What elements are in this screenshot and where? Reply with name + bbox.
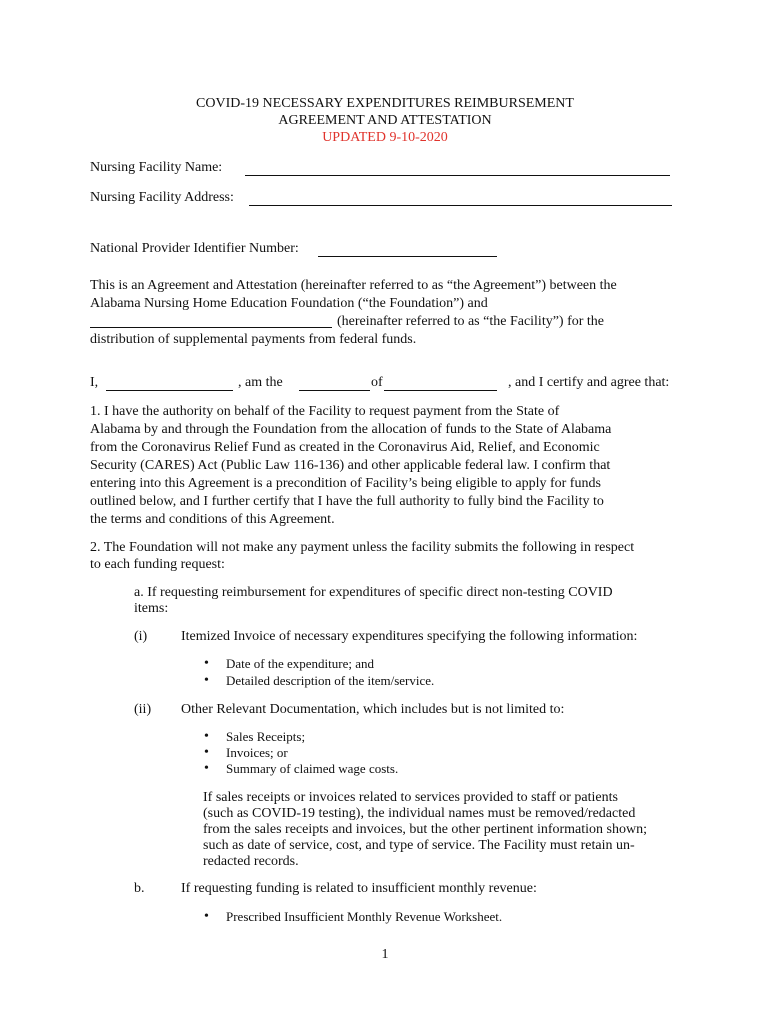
title-line-1: COVID-19 NECESSARY EXPENDITURES REIMBURSEMENT	[196, 96, 574, 111]
para1-line-5: entering into this Agreement is a precondition of Facility’s being eligible to apply for funds	[90, 476, 601, 491]
item-i-number: (i)	[134, 629, 148, 644]
note-line-3: from the sales receipts and invoices, but the other pertinent information shown;	[203, 822, 647, 837]
bullet-icon: •	[204, 673, 209, 688]
npi-label: National Provider Identifier Number:	[90, 241, 299, 256]
facility-name-label: Nursing Facility Name:	[90, 160, 223, 175]
section-a-line-1: a. If requesting reimbursement for expenditures of specific direct non-testing COVID	[134, 585, 613, 600]
note-line-4: such as date of service, cost, and type of service. The Facility must retain un-	[203, 838, 635, 853]
facility-address-label: Nursing Facility Address:	[90, 190, 234, 205]
note-line-2: (such as COVID-19 testing), the individual names must be removed/redacted	[203, 806, 636, 821]
certify-i-label: I,	[90, 375, 99, 390]
bullet-icon: •	[204, 729, 209, 744]
signer-title-field[interactable]	[299, 376, 370, 391]
para1-line-4: Security (CARES) Act (Public Law 116-136) and other applicable federal law. I confirm that	[90, 458, 611, 473]
signer-name-field[interactable]	[106, 376, 233, 391]
page-number: 1	[381, 947, 389, 962]
intro-line-4: distribution of supplemental payments from federal funds.	[90, 332, 417, 347]
item-ii-text: Other Relevant Documentation, which includes but is not limited to:	[181, 702, 565, 717]
section-b-number: b.	[134, 881, 145, 896]
para1-line-2: Alabama by and through the Foundation from the allocation of funds to the State of Alabama	[90, 422, 612, 437]
para2-line-1: 2. The Foundation will not make any payment unless the facility submits the following in respect	[90, 540, 635, 555]
list-item: Date of the expenditure; and	[226, 656, 374, 671]
bullet-icon: •	[204, 656, 209, 671]
signer-organization-field[interactable]	[384, 376, 497, 391]
para1-line-7: the terms and conditions of this Agreement.	[90, 512, 335, 527]
item-ii-number: (ii)	[134, 702, 152, 717]
note-line-5: redacted records.	[203, 854, 299, 869]
section-b-text: If requesting funding is related to insufficient monthly revenue:	[181, 881, 537, 896]
certify-am-the: , am the	[238, 375, 283, 390]
intro-line-1: This is an Agreement and Attestation (hereinafter referred to as “the Agreement”) between the	[90, 278, 617, 293]
intro-line-2: Alabama Nursing Home Education Foundation (“the Foundation”) and	[90, 296, 488, 311]
list-item: Summary of claimed wage costs.	[226, 761, 399, 776]
list-item: Invoices; or	[226, 745, 288, 760]
para1-line-1: 1. I have the authority on behalf of the Facility to request payment from the State of	[90, 404, 560, 419]
bullet-icon: •	[204, 761, 209, 776]
list-item: Sales Receipts;	[226, 729, 306, 744]
para1-line-6: outlined below, and I further certify that I have the full authority to fully bind the Facility to	[90, 494, 604, 509]
para2-line-2: to each funding request:	[90, 557, 225, 572]
facility-address-field[interactable]	[249, 191, 672, 206]
intro-line-3: (hereinafter referred to as “the Facility”) for the	[337, 314, 605, 329]
list-item: Prescribed Insufficient Monthly Revenue Worksheet.	[226, 909, 503, 924]
title-line-2: AGREEMENT AND ATTESTATION	[278, 113, 492, 128]
item-i-text: Itemized Invoice of necessary expenditures specifying the following information:	[181, 629, 638, 644]
list-item: Detailed description of the item/service.	[226, 673, 435, 688]
npi-field[interactable]	[318, 242, 497, 257]
para1-line-3: from the Coronavirus Relief Fund as created in the Coronavirus Aid, Relief, and Economic	[90, 440, 600, 455]
bullet-icon: •	[204, 909, 209, 924]
facility-party-field[interactable]	[90, 313, 332, 328]
certify-of: of	[371, 375, 383, 390]
section-a-line-2: items:	[134, 601, 169, 616]
facility-name-field[interactable]	[245, 161, 670, 176]
certify-tail: , and I certify and agree that:	[508, 375, 670, 390]
note-line-1: If sales receipts or invoices related to services provided to staff or patients	[203, 790, 618, 805]
bullet-icon: •	[204, 745, 209, 760]
updated-date: UPDATED 9-10-2020	[322, 130, 448, 145]
